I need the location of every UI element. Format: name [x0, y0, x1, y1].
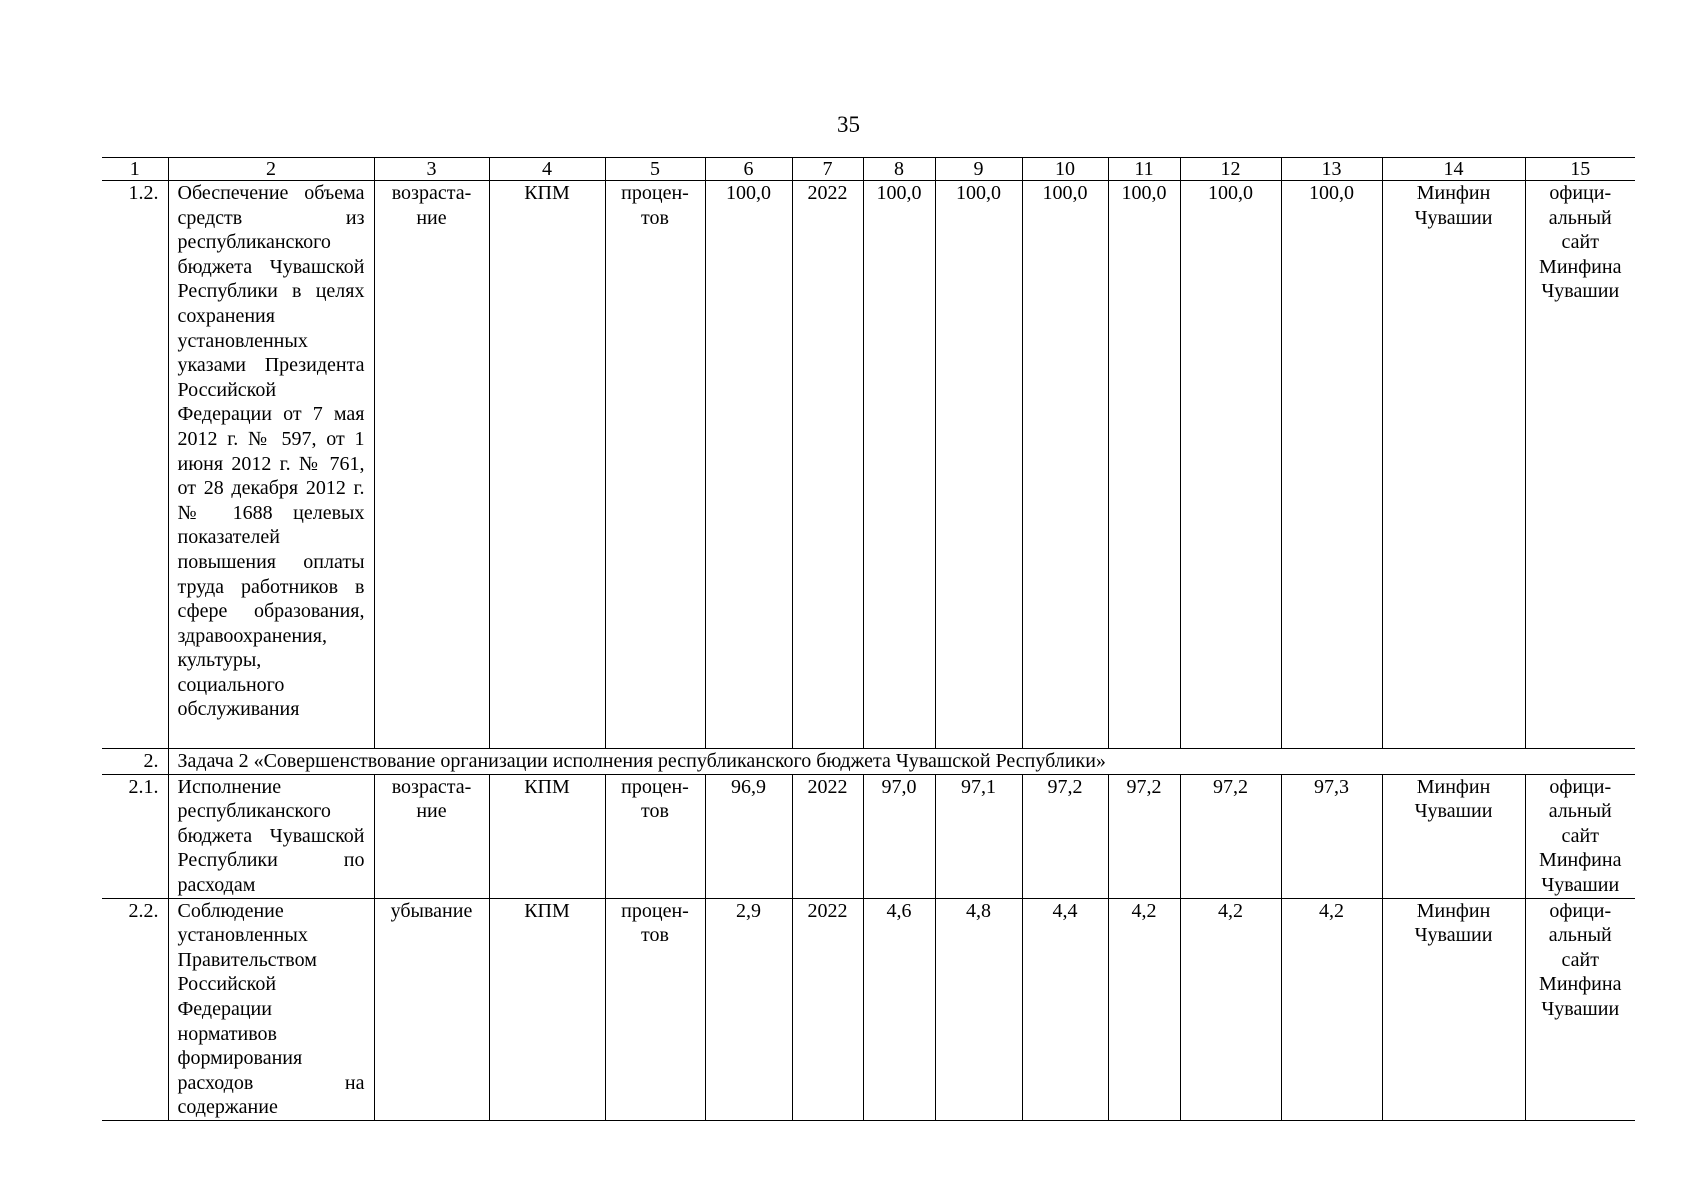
table-row: [102, 181, 1635, 749]
value-cell: 4,2: [1281, 898, 1382, 1120]
header-cell: 5: [605, 158, 705, 181]
row-number: 2.2.: [102, 898, 168, 1120]
indicator-kind: КПМ: [489, 774, 605, 898]
base-value: 100,0: [705, 181, 792, 749]
value-cell: 97,2: [1180, 774, 1281, 898]
header-cell: 12: [1180, 158, 1281, 181]
header-cell: 4: [489, 158, 605, 181]
value-cell: 97,2: [1108, 774, 1180, 898]
value-cell: 4,2: [1108, 898, 1180, 1120]
header-cell: 7: [792, 158, 863, 181]
header-cell: 11: [1108, 158, 1180, 181]
value-cell: 100,0: [1180, 181, 1281, 749]
page-number: 35: [837, 112, 860, 137]
responsible-body: Минфин Чувашии: [1382, 898, 1525, 1120]
value-cell: 100,0: [1281, 181, 1382, 749]
header-cell: 8: [863, 158, 935, 181]
base-year: 2022: [792, 774, 863, 898]
value-cell: 97,1: [935, 774, 1022, 898]
base-year: 2022: [792, 898, 863, 1120]
info-source: офици- альный сайт Минфина Чувашии: [1525, 181, 1635, 749]
value-cell: 4,8: [935, 898, 1022, 1120]
row-number: 2.: [102, 749, 168, 775]
indicator-unit: процен- тов: [605, 774, 705, 898]
header-cell: 14: [1382, 158, 1525, 181]
header-cell: 10: [1022, 158, 1108, 181]
indicator-trend: убывание: [374, 898, 489, 1120]
task-row: [102, 749, 1635, 775]
table-header-row: [102, 158, 1635, 181]
value-cell: 4,2: [1180, 898, 1281, 1120]
header-cell: 1: [102, 158, 168, 181]
indicator-trend: возраста- ние: [374, 181, 489, 749]
header-cell: 3: [374, 158, 489, 181]
indicator-name: Соблюдение установленных Правительством Российской Федерации нормативов формирования расходов на содержание: [168, 898, 374, 1120]
indicator-kind: КПМ: [489, 898, 605, 1120]
responsible-body: Минфин Чувашии: [1382, 774, 1525, 898]
base-value: 2,9: [705, 898, 792, 1120]
indicator-kind: КПМ: [489, 181, 605, 749]
indicator-unit: процен- тов: [605, 898, 705, 1120]
table-row: [102, 774, 1635, 898]
header-cell: 13: [1281, 158, 1382, 181]
value-cell: 4,4: [1022, 898, 1108, 1120]
header-cell: 9: [935, 158, 1022, 181]
indicator-name: Обеспечение объема средств из республиканского бюджета Чувашской Республики в целях сохранения установленных указами Президента Российской Федерации от 7 мая 2012 г. № 597, от 1 июня 2012 г. № 761, от 28 декабря 2012 г. № 1688 целевых показателей повышения оплаты труда работников в сфере образования, здравоохранения, культуры, социального обслуживания: [168, 181, 374, 749]
value-cell: 97,2: [1022, 774, 1108, 898]
row-number: 2.1.: [102, 774, 168, 898]
value-cell: 97,3: [1281, 774, 1382, 898]
info-source: офици- альный сайт Минфина Чувашии: [1525, 898, 1635, 1120]
responsible-body: Минфин Чувашии: [1382, 181, 1525, 749]
value-cell: 97,0: [863, 774, 935, 898]
indicator-name: Исполнение республиканского бюджета Чувашской Республики по расходам: [168, 774, 374, 898]
value-cell: 100,0: [935, 181, 1022, 749]
indicator-unit: процен- тов: [605, 181, 705, 749]
row-number: 1.2.: [102, 181, 168, 749]
value-cell: 100,0: [1022, 181, 1108, 749]
header-cell: 15: [1525, 158, 1635, 181]
base-value: 96,9: [705, 774, 792, 898]
header-cell: 6: [705, 158, 792, 181]
value-cell: 4,6: [863, 898, 935, 1120]
indicator-trend: возраста- ние: [374, 774, 489, 898]
header-cell: 2: [168, 158, 374, 181]
indicators-table: [102, 157, 1635, 1121]
value-cell: 100,0: [863, 181, 935, 749]
value-cell: 100,0: [1108, 181, 1180, 749]
base-year: 2022: [792, 181, 863, 749]
table-row: [102, 898, 1635, 1120]
task-title: Задача 2 «Совершенствование организации исполнения республиканского бюджета Чувашской Республики»: [168, 749, 1635, 775]
info-source: офици- альный сайт Минфина Чувашии: [1525, 774, 1635, 898]
